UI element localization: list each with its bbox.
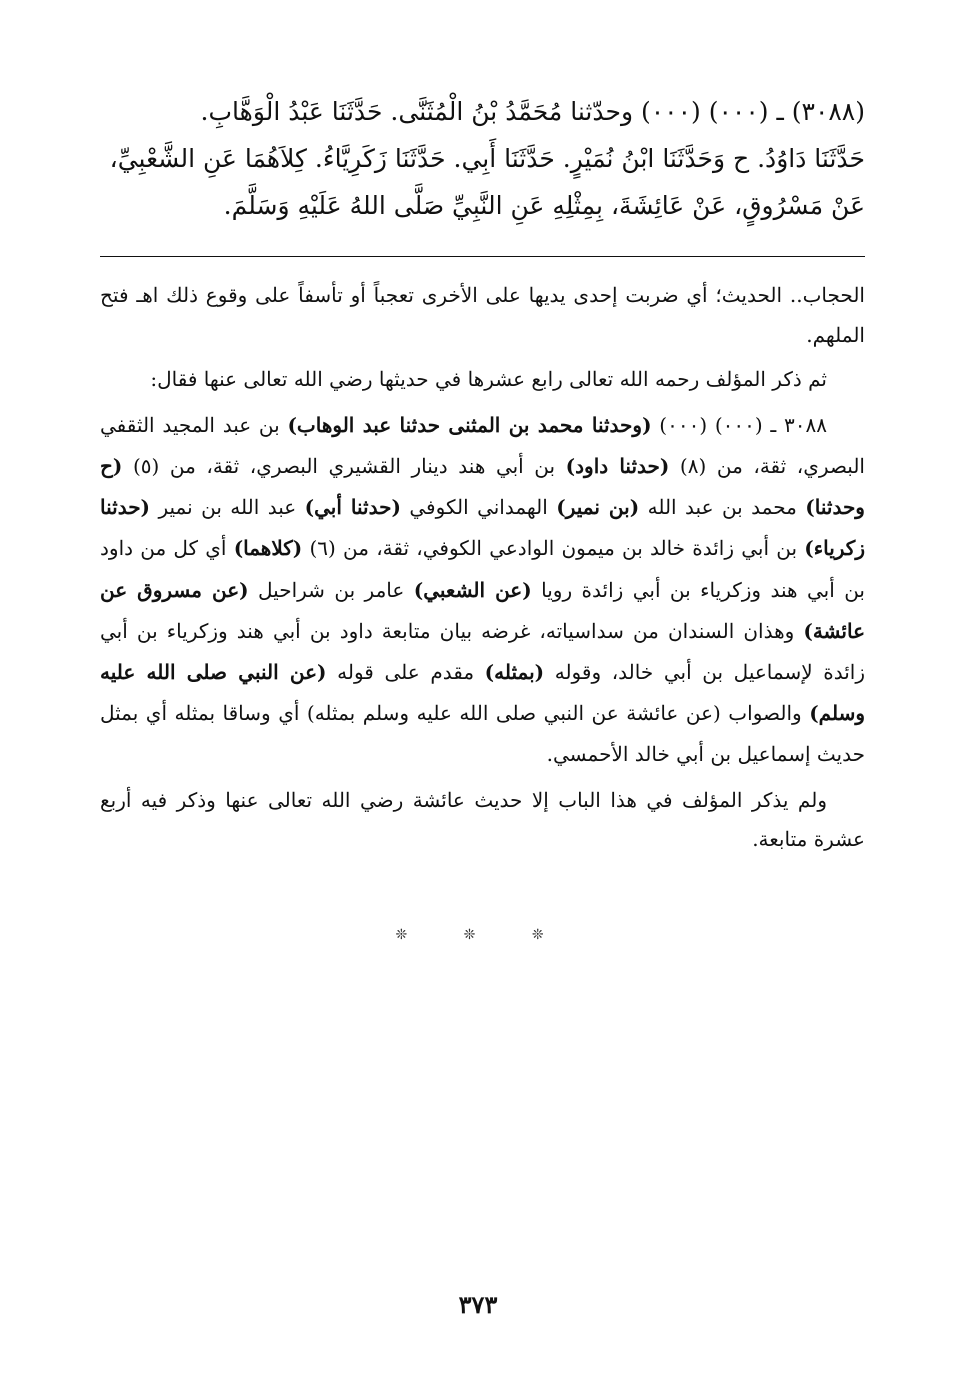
comment-text: عبد الله بن نمير <box>150 495 305 520</box>
comment-text: بن أبي هند دينار القشيري البصري، ثقة، من (٥) <box>122 453 566 478</box>
hadith-line-2: حَدَّثَنَا دَاوُدُ. ح وَحَدَّثَنَا ابْنُ نُمَيْرٍ. حَدَّثَنَا أَبِي. حَدَّثَنَا زَكَرِيَّاءُ. كِلاَهُمَا عَنِ الشَّعْبِيِّ، <box>109 144 865 173</box>
commentary-paragraph-1: الحجاب.. الحديث؛ أي ضربت إحدى يديها على الأخرى تعجباً أو تأسفاً على وقوع ذلك اهـ فتح الملهم. <box>100 283 865 347</box>
divider-line <box>100 256 865 257</box>
commentary <box>100 276 865 865</box>
comment-text: وهذان السندان من سداسياته، غرضه بيان متابعة داود بن أبي هند وزكرياء بن أبي زائدة لإسماعيل بن أبي خالد، وقوله <box>100 618 866 684</box>
quoted-matn: (بمثله) <box>484 660 545 684</box>
commentary-paragraph-4: ولم يذكر المؤلف في هذا الباب إلا حديث عائشة رضي الله تعالى عنها وذكر فيه أربع عشرة متابعة. <box>100 787 865 852</box>
quoted-matn: (عن النبي صلى الله عليه وسلم) <box>100 660 865 726</box>
comment-text: بن أبي زائدة خالد بن ميمون الوادعي الكوفي، ثقة، من (٦) <box>302 536 805 561</box>
commentary-paragraph-3 <box>100 405 865 776</box>
quoted-matn: (بن نمير) <box>556 495 640 520</box>
hadith-text <box>100 88 865 229</box>
comment-text: مقدم على قوله <box>326 660 485 684</box>
hadith-line-1: (٣٠٨٨) ـ (٠٠٠) (٠٠٠) وحدّثنا مُحَمَّدُ بْنُ الْمُثَنَّى. حَدَّثَنَا عَبْدُ الْوَهَّابِ. <box>200 97 865 126</box>
quoted-matn: (حدثنا زكرياء) <box>100 495 865 561</box>
comment-text: محمد بن عبد الله <box>639 495 806 520</box>
hadith-number: ٣٠٨٨ ـ (٠٠٠) (٠٠٠) <box>651 412 827 437</box>
comment-text: بن عبد المجيد الثقفي البصري، ثقة، من (٨) <box>100 412 865 478</box>
quoted-matn: (وحدثنا محمد بن المثنى حدثنا عبد الوهاب) <box>287 412 652 437</box>
comment-text: والصواب (عن عائشة عن النبي صلى الله عليه وسلم بمثله) أي وساقا بمثله أي بمثل حديث إسماعيل بن أبي خالد الأحمسي. <box>100 701 865 767</box>
comment-text: أي كل من داود بن أبي هند وزكرياء بن أبي زائدة رويا <box>100 536 865 602</box>
quoted-matn: (عن الشعبي) <box>413 577 532 602</box>
quoted-matn: (عن مسروق عن عائشة) <box>100 577 865 643</box>
quoted-matn: (كلاهما) <box>233 536 303 561</box>
page-number: ٣٧٣ <box>458 1290 498 1319</box>
comment-text: عامر بن شراحيل <box>248 577 414 602</box>
commentary-paragraph-2: ثم ذكر المؤلف رحمه الله تعالى رابع عشرها في حديثها رضي الله تعالى عنها فقال: <box>150 367 827 392</box>
section-separator-stars: ❊ ❊ ❊ <box>395 927 570 943</box>
quoted-matn: (ح وحدثنا) <box>100 453 865 520</box>
hadith-line-3: عَنْ مَسْرُوقٍ، عَنْ عَائِشَةَ، بِمِثْلِهِ عَنِ النَّبِيِّ صَلَّى اللهُ عَلَيْهِ وَسَلَّمَ. <box>223 191 865 220</box>
quoted-matn: (حدثنا داود) <box>565 453 670 478</box>
quoted-matn: (حدثنا أبي) <box>304 495 401 520</box>
comment-text: الهمداني الكوفي <box>400 495 557 520</box>
